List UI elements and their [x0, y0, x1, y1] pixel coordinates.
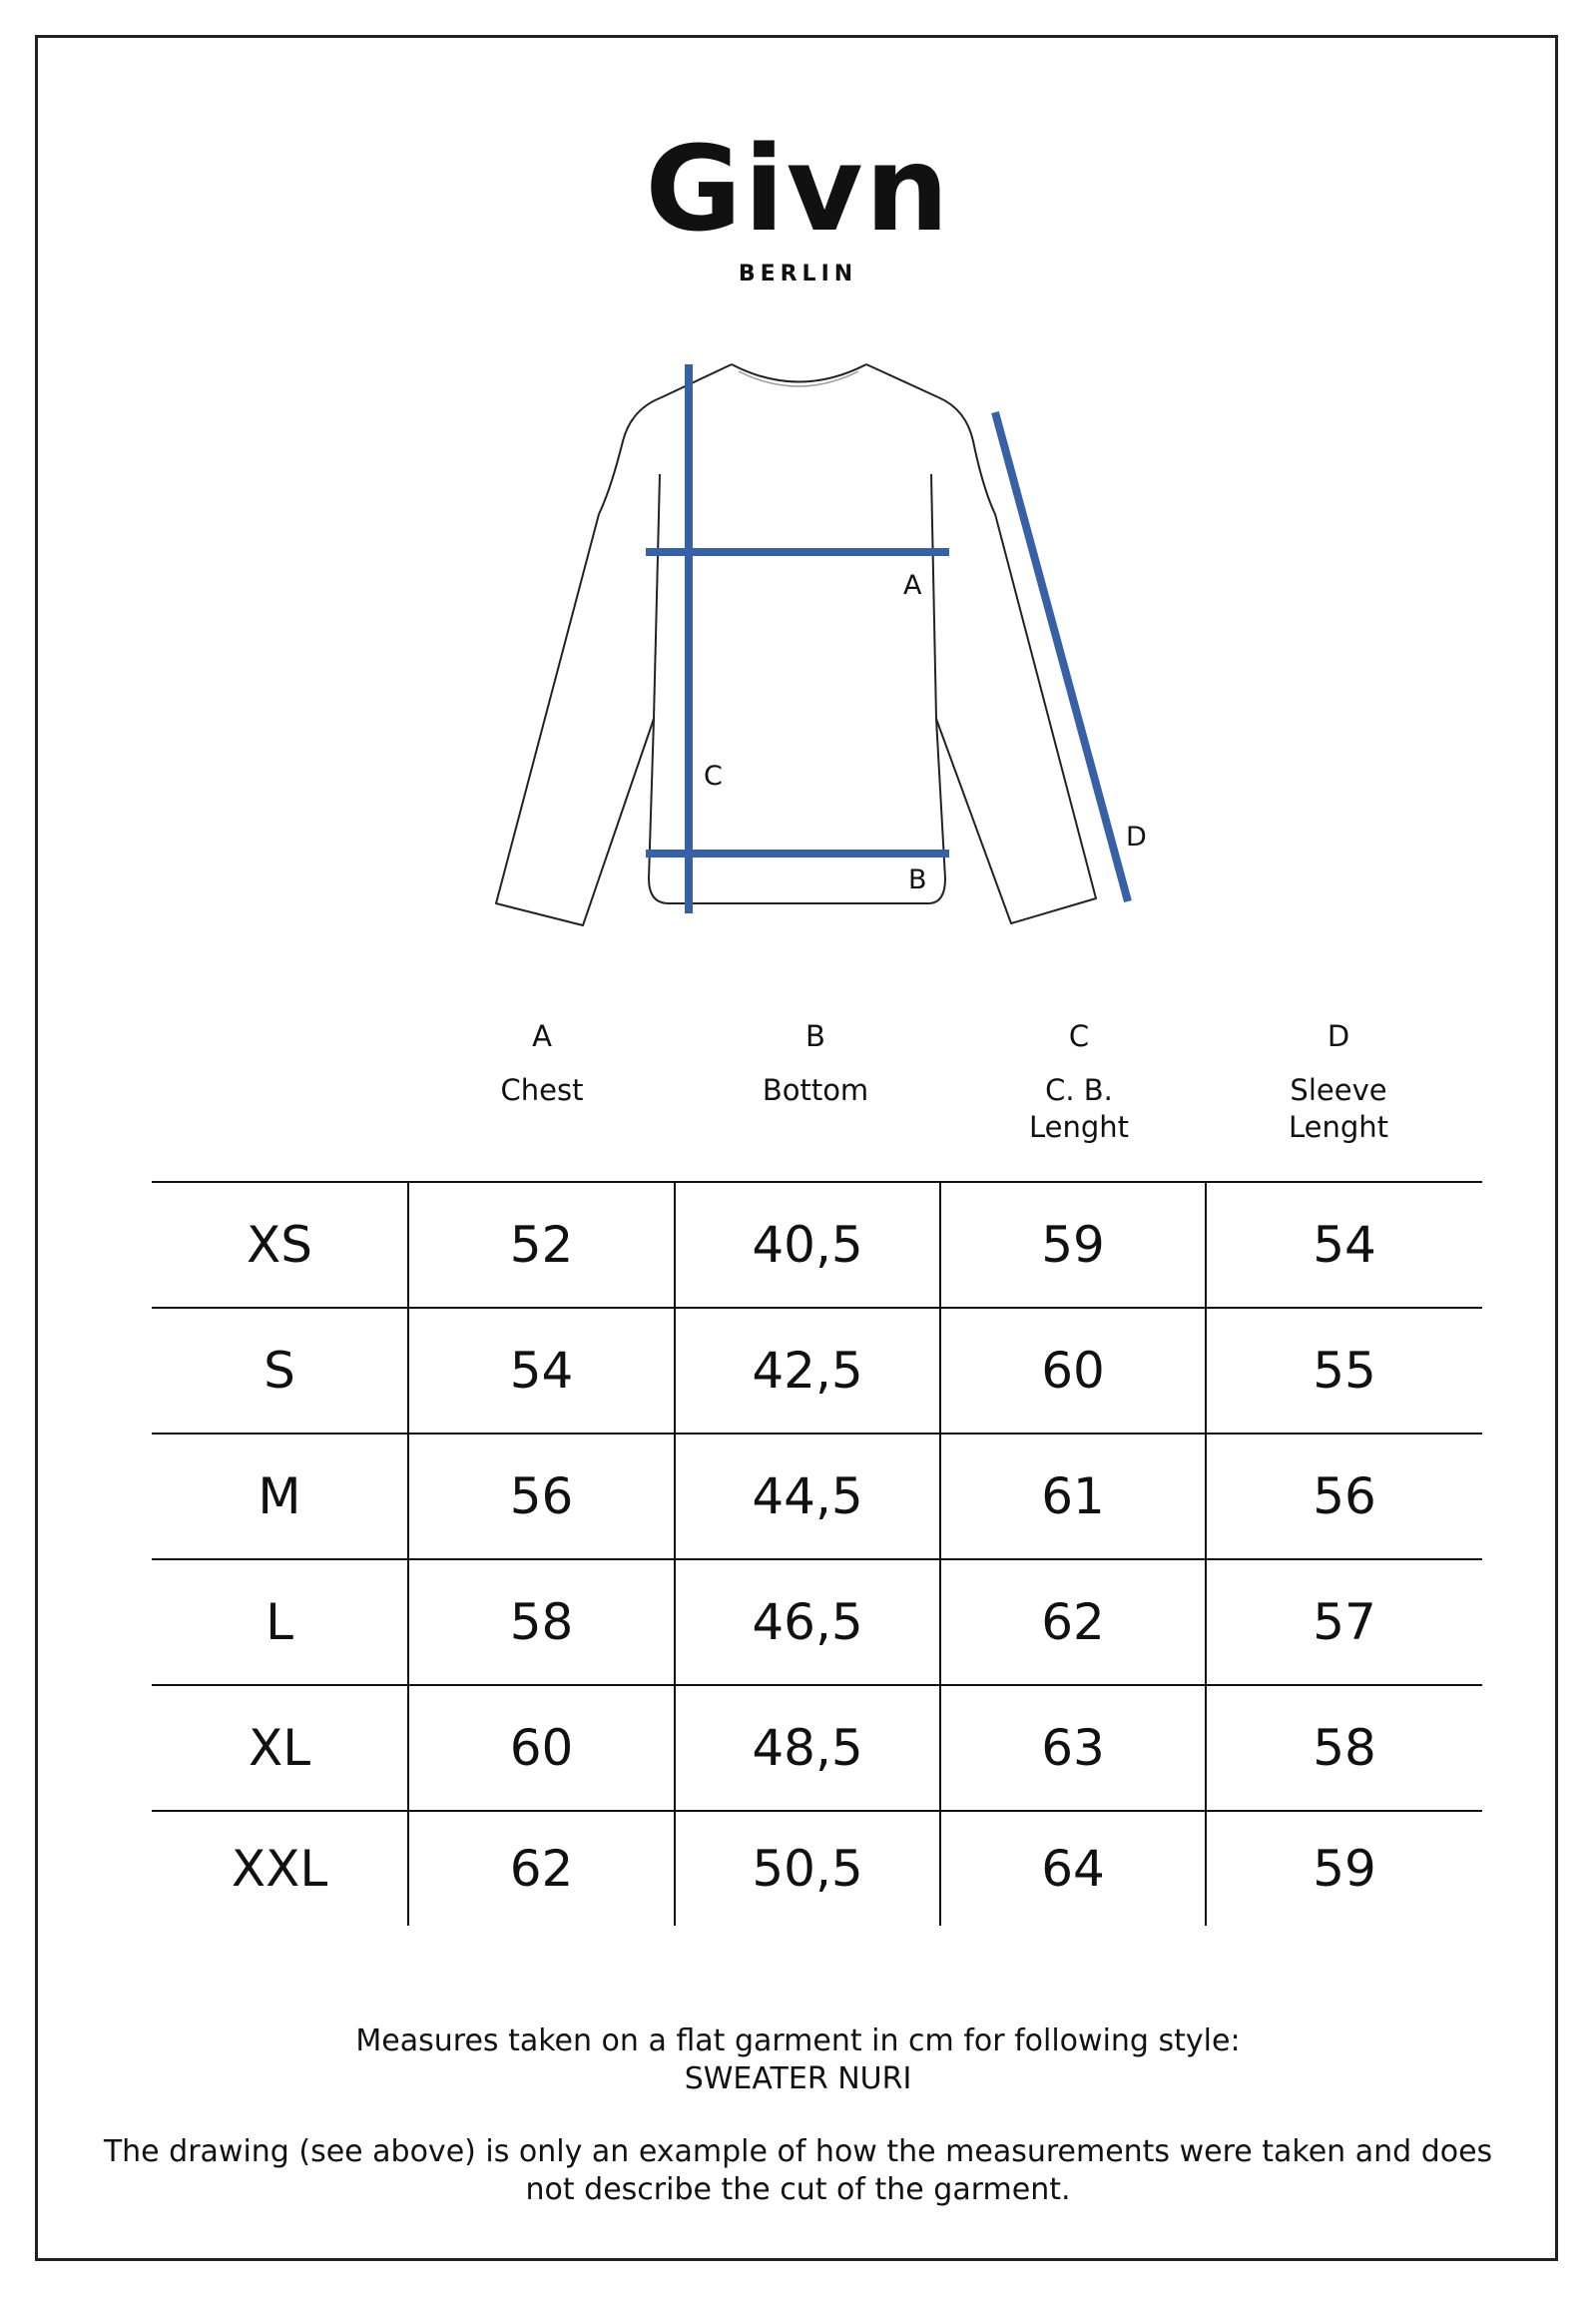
column-header-b	[706, 1018, 925, 1109]
value-cell: 48,5	[675, 1685, 940, 1811]
value-cell: 56	[1206, 1434, 1482, 1559]
table-row	[152, 1559, 1482, 1685]
value-cell: 44,5	[675, 1434, 940, 1559]
value-cell: 50,5	[675, 1811, 940, 1926]
sweater-drawing	[0, 0, 1596, 998]
size-cell: M	[258, 1467, 301, 1525]
value-cell: 64	[940, 1811, 1206, 1926]
column-letter: B	[805, 1019, 825, 1053]
value-cell: 55	[1206, 1308, 1482, 1434]
measure-line-d	[995, 412, 1128, 901]
brand-logo: Givn	[645, 120, 951, 258]
size-cell: XXL	[231, 1840, 328, 1898]
value-cell: 46,5	[675, 1559, 940, 1685]
column-letter: D	[1327, 1019, 1350, 1053]
value-cell: 54	[408, 1308, 675, 1434]
column-header-a	[432, 1018, 652, 1109]
column-name: Chest	[500, 1073, 584, 1107]
style-name: SWEATER NURI	[684, 2061, 912, 2096]
value-cell: 40,5	[675, 1182, 940, 1308]
value-cell: 57	[1206, 1559, 1482, 1685]
disclaimer-line: The drawing (see above) is only an example of how the measurements were taken and does	[103, 2134, 1493, 2169]
value-cell: 60	[408, 1685, 675, 1811]
label-b: B	[908, 864, 927, 895]
label-d: D	[1126, 822, 1147, 853]
value-cell: 58	[1206, 1685, 1482, 1811]
size-table	[152, 1181, 1482, 1926]
value-cell: 54	[1206, 1182, 1482, 1308]
value-cell: 56	[408, 1434, 675, 1559]
value-cell: 42,5	[675, 1308, 940, 1434]
column-name: Bottom	[762, 1073, 869, 1107]
value-cell: 62	[940, 1559, 1206, 1685]
size-cell: L	[266, 1593, 293, 1651]
column-letter: A	[532, 1019, 552, 1053]
value-cell: 58	[408, 1559, 675, 1685]
column-name: C. B. Lenght	[1028, 1073, 1130, 1144]
measure-note	[60, 2022, 1536, 2098]
value-cell: 52	[408, 1182, 675, 1308]
value-cell: 62	[408, 1811, 675, 1926]
value-cell: 60	[940, 1308, 1206, 1434]
size-cell: S	[264, 1342, 295, 1400]
brand-city: BERLIN	[738, 262, 858, 287]
column-header-d	[1229, 1018, 1448, 1146]
table-row	[152, 1182, 1482, 1308]
column-name: Sleeve Lenght	[1288, 1073, 1389, 1144]
disclaimer-note	[60, 2133, 1536, 2209]
table-row	[152, 1685, 1482, 1811]
size-cell: XS	[247, 1216, 312, 1274]
value-cell: 59	[1206, 1811, 1482, 1926]
measure-note-line: Measures taken on a flat garment in cm for following style:	[355, 2023, 1241, 2058]
size-cell: XL	[248, 1719, 311, 1777]
label-c: C	[704, 761, 723, 792]
table-row	[152, 1811, 1482, 1926]
table-row	[152, 1308, 1482, 1434]
value-cell: 63	[940, 1685, 1206, 1811]
value-cell: 59	[940, 1182, 1206, 1308]
column-letter: C	[1068, 1019, 1090, 1053]
column-header-c	[969, 1018, 1189, 1146]
value-cell: 61	[940, 1434, 1206, 1559]
disclaimer-line: not describe the cut of the garment.	[525, 2172, 1071, 2207]
table-row	[152, 1434, 1482, 1559]
label-a: A	[903, 570, 922, 601]
measure-lines	[646, 364, 1128, 913]
